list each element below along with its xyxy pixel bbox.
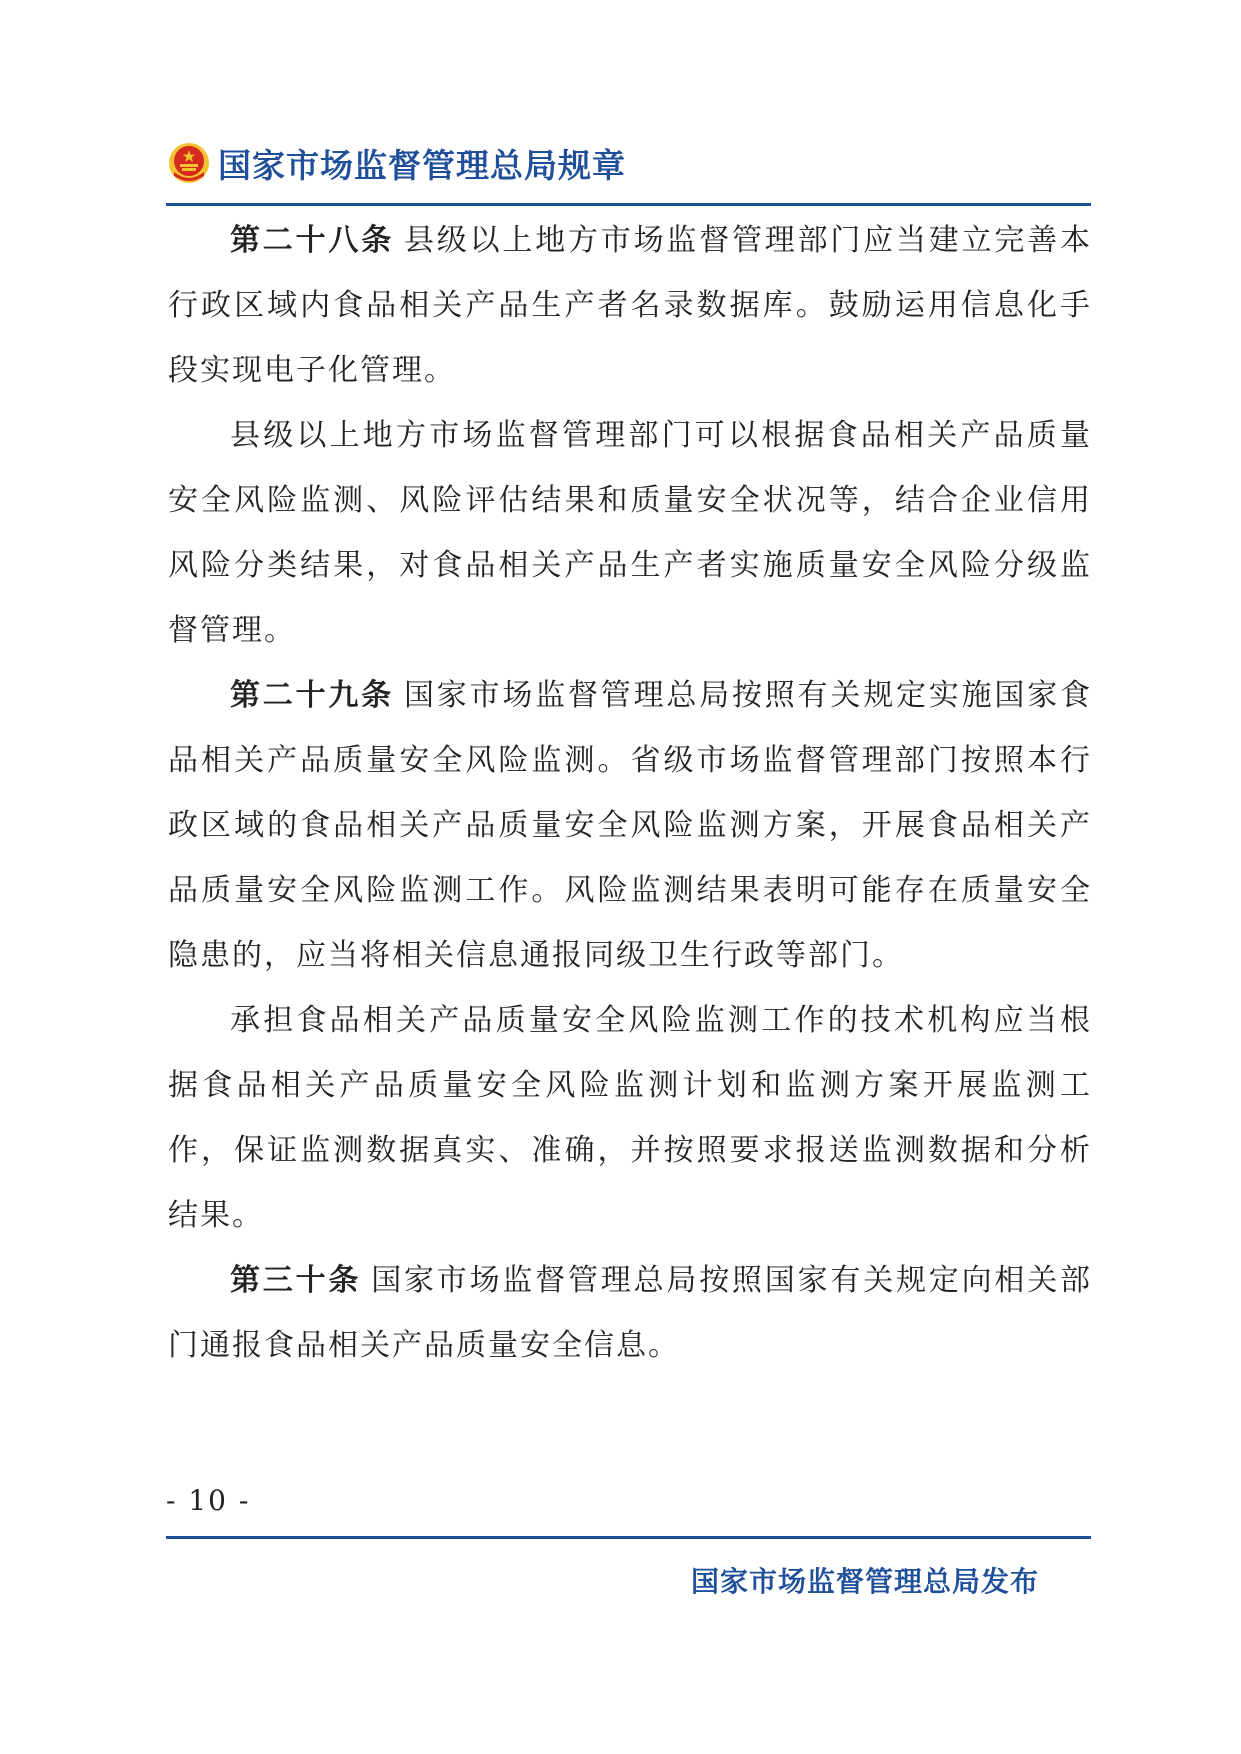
article-number: 第三十条 bbox=[230, 1263, 362, 1298]
document-body bbox=[168, 208, 1092, 1378]
article-number: 第二十九条 bbox=[230, 678, 394, 713]
paragraph bbox=[168, 403, 1092, 663]
article-number: 第二十八条 bbox=[230, 223, 394, 258]
page-header bbox=[168, 138, 626, 188]
footer-publisher: 国家市场监督管理总局发布 bbox=[690, 1565, 1039, 1598]
paragraph-text: 国家市场监督管理总局按照国家有关规定向相关部门通报食品相关产品质量安全信息。 bbox=[168, 1263, 1093, 1363]
footer-divider bbox=[166, 1536, 1091, 1539]
paragraph-text: 县级以上地方市场监督管理部门可以根据食品相关产品质量安全风险监测、风险评估结果和质量安全状况等，结合企业信用风险分类结果，对食品相关产品生产者实施质量安全风险分级监督管理。 bbox=[168, 418, 1092, 648]
national-emblem-icon bbox=[168, 142, 210, 184]
paragraph-text: 县级以上地方市场监督管理部门应当建立完善本行政区域内食品相关产品生产者名录数据库。鼓励运用信息化手段实现电子化管理。 bbox=[168, 223, 1092, 388]
paragraph-text: 国家市场监督管理总局按照有关规定实施国家食品相关产品质量安全风险监测。省级市场监督管理部门按照本行政区域的食品相关产品质量安全风险监测方案，开展食品相关产品质量安全风险监测工作。风险监测结果表明可能存在质量安全隐患的，应当将相关信息通报同级卫生行政等部门。 bbox=[168, 678, 1092, 973]
paragraph bbox=[168, 988, 1092, 1248]
header-title: 国家市场监督管理总局规章 bbox=[218, 145, 626, 185]
paragraph bbox=[168, 208, 1092, 403]
page-number: - 10 - bbox=[166, 1484, 251, 1517]
paragraph bbox=[168, 1248, 1092, 1378]
header-divider bbox=[166, 203, 1091, 206]
paragraph bbox=[168, 663, 1092, 988]
paragraph-text: 承担食品相关产品质量安全风险监测工作的技术机构应当根据食品相关产品质量安全风险监测计划和监测方案开展监测工作，保证监测数据真实、准确，并按照要求报送监测数据和分析结果。 bbox=[168, 1003, 1092, 1233]
